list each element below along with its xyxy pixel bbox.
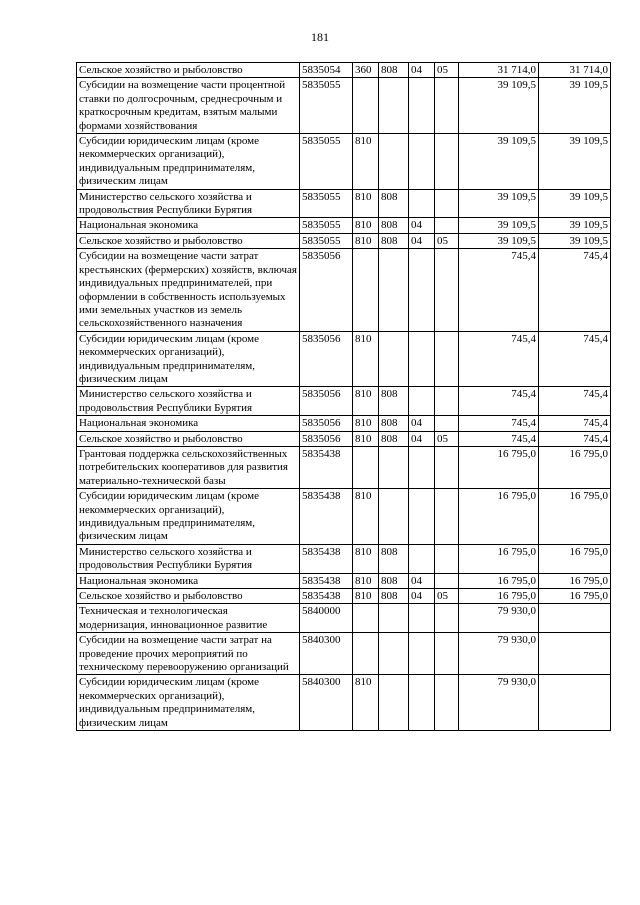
amount-year1-cell: 16 795,0: [459, 446, 539, 488]
table-row: [77, 604, 611, 633]
subsection-cell: [435, 416, 459, 431]
subsection-cell: [435, 249, 459, 331]
ministry-code-cell: [379, 604, 409, 633]
section-cell: 04: [409, 573, 435, 588]
expense-type-cell: [353, 633, 379, 675]
section-cell: [409, 675, 435, 731]
amount-year1-cell: 16 795,0: [459, 573, 539, 588]
target-code-cell: 5835056: [300, 387, 353, 416]
table-row: [77, 189, 611, 218]
table-row: [77, 233, 611, 248]
section-cell: [409, 604, 435, 633]
target-code-cell: 5840000: [300, 604, 353, 633]
amount-year2-cell: 39 109,5: [539, 233, 611, 248]
section-cell: [409, 249, 435, 331]
subsection-cell: 05: [435, 589, 459, 604]
amount-year2-cell: 39 109,5: [539, 78, 611, 134]
subsection-cell: [435, 489, 459, 545]
row-name-cell: Субсидии на возмещение части процентной ставки по долгосрочным, среднесрочным и краткосрочным кредитам, взятым малыми формами хозяйствования: [77, 78, 300, 134]
ministry-code-cell: [379, 633, 409, 675]
expense-type-cell: 810: [353, 489, 379, 545]
expense-type-cell: [353, 446, 379, 488]
section-cell: [409, 633, 435, 675]
subsection-cell: [435, 544, 459, 573]
amount-year2-cell: 745,4: [539, 416, 611, 431]
expense-type-cell: 810: [353, 416, 379, 431]
target-code-cell: 5835056: [300, 331, 353, 387]
amount-year2-cell: 39 109,5: [539, 218, 611, 233]
ministry-code-cell: [379, 675, 409, 731]
row-name-cell: Субсидии на возмещение части затрат на проведение прочих мероприятий по техническому перевооружению организаций: [77, 633, 300, 675]
row-name-cell: Национальная экономика: [77, 573, 300, 588]
target-code-cell: 5835055: [300, 78, 353, 134]
ministry-code-cell: 808: [379, 63, 409, 78]
expense-type-cell: 810: [353, 331, 379, 387]
row-name-cell: Министерство сельского хозяйства и продовольствия Республики Бурятия: [77, 387, 300, 416]
expense-type-cell: 810: [353, 134, 379, 190]
amount-year1-cell: 745,4: [459, 431, 539, 446]
ministry-code-cell: 808: [379, 589, 409, 604]
row-name-cell: Сельское хозяйство и рыболовство: [77, 589, 300, 604]
amount-year2-cell: 31 714,0: [539, 63, 611, 78]
amount-year1-cell: 79 930,0: [459, 675, 539, 731]
section-cell: [409, 489, 435, 545]
ministry-code-cell: [379, 446, 409, 488]
table-row: [77, 416, 611, 431]
section-cell: [409, 544, 435, 573]
amount-year2-cell: 745,4: [539, 331, 611, 387]
amount-year1-cell: 39 109,5: [459, 233, 539, 248]
subsection-cell: [435, 189, 459, 218]
amount-year1-cell: 79 930,0: [459, 633, 539, 675]
section-cell: 04: [409, 63, 435, 78]
section-cell: 04: [409, 431, 435, 446]
target-code-cell: 5835054: [300, 63, 353, 78]
row-name-cell: Сельское хозяйство и рыболовство: [77, 431, 300, 446]
ministry-code-cell: 808: [379, 544, 409, 573]
amount-year1-cell: 16 795,0: [459, 544, 539, 573]
expense-type-cell: 810: [353, 573, 379, 588]
subsection-cell: [435, 331, 459, 387]
target-code-cell: 5835438: [300, 573, 353, 588]
subsection-cell: [435, 675, 459, 731]
table-row: [77, 573, 611, 588]
budget-table: [76, 62, 611, 731]
subsection-cell: [435, 633, 459, 675]
amount-year2-cell: 16 795,0: [539, 573, 611, 588]
expense-type-cell: [353, 78, 379, 134]
section-cell: [409, 387, 435, 416]
amount-year1-cell: 39 109,5: [459, 218, 539, 233]
expense-type-cell: 810: [353, 387, 379, 416]
expense-type-cell: [353, 249, 379, 331]
ministry-code-cell: 808: [379, 218, 409, 233]
table-row: [77, 544, 611, 573]
ministry-code-cell: 808: [379, 573, 409, 588]
ministry-code-cell: [379, 134, 409, 190]
table-row: [77, 134, 611, 190]
target-code-cell: 5840300: [300, 633, 353, 675]
target-code-cell: 5835055: [300, 218, 353, 233]
amount-year1-cell: 39 109,5: [459, 189, 539, 218]
section-cell: [409, 78, 435, 134]
table-row: [77, 387, 611, 416]
table-row: [77, 633, 611, 675]
row-name-cell: Национальная экономика: [77, 218, 300, 233]
amount-year1-cell: 39 109,5: [459, 134, 539, 190]
row-name-cell: Сельское хозяйство и рыболовство: [77, 63, 300, 78]
row-name-cell: Субсидии юридическим лицам (кроме некоммерческих организаций), индивидуальным предпринимателям, физическим лицам: [77, 331, 300, 387]
ministry-code-cell: [379, 249, 409, 331]
row-name-cell: Субсидии юридическим лицам (кроме некоммерческих организаций), индивидуальным предпринимателям, физическим лицам: [77, 675, 300, 731]
table-row: [77, 589, 611, 604]
target-code-cell: 5835056: [300, 416, 353, 431]
section-cell: 04: [409, 218, 435, 233]
ministry-code-cell: [379, 489, 409, 545]
ministry-code-cell: 808: [379, 431, 409, 446]
amount-year2-cell: 745,4: [539, 249, 611, 331]
subsection-cell: [435, 387, 459, 416]
amount-year2-cell: 745,4: [539, 431, 611, 446]
expense-type-cell: 810: [353, 233, 379, 248]
subsection-cell: [435, 573, 459, 588]
expense-type-cell: 810: [353, 589, 379, 604]
amount-year1-cell: 745,4: [459, 416, 539, 431]
amount-year1-cell: 745,4: [459, 387, 539, 416]
expense-type-cell: 810: [353, 675, 379, 731]
table-row: [77, 63, 611, 78]
page-number: 181: [311, 30, 329, 44]
table-row: [77, 431, 611, 446]
subsection-cell: [435, 446, 459, 488]
target-code-cell: 5835438: [300, 589, 353, 604]
target-code-cell: 5835055: [300, 189, 353, 218]
amount-year2-cell: 16 795,0: [539, 446, 611, 488]
amount-year1-cell: 31 714,0: [459, 63, 539, 78]
subsection-cell: [435, 134, 459, 190]
expense-type-cell: 810: [353, 218, 379, 233]
amount-year2-cell: 39 109,5: [539, 189, 611, 218]
section-cell: [409, 134, 435, 190]
table-row: [77, 218, 611, 233]
ministry-code-cell: 808: [379, 233, 409, 248]
row-name-cell: Национальная экономика: [77, 416, 300, 431]
table-row: [77, 489, 611, 545]
subsection-cell: [435, 218, 459, 233]
subsection-cell: [435, 604, 459, 633]
table-row: [77, 331, 611, 387]
ministry-code-cell: 808: [379, 416, 409, 431]
amount-year2-cell: 745,4: [539, 387, 611, 416]
amount-year2-cell: 39 109,5: [539, 134, 611, 190]
target-code-cell: 5835055: [300, 134, 353, 190]
target-code-cell: 5835438: [300, 489, 353, 545]
amount-year2-cell: 16 795,0: [539, 589, 611, 604]
amount-year1-cell: 16 795,0: [459, 489, 539, 545]
amount-year2-cell: 16 795,0: [539, 489, 611, 545]
amount-year1-cell: 745,4: [459, 249, 539, 331]
amount-year2-cell: [539, 675, 611, 731]
section-cell: [409, 446, 435, 488]
amount-year1-cell: 16 795,0: [459, 589, 539, 604]
amount-year1-cell: 39 109,5: [459, 78, 539, 134]
amount-year2-cell: 16 795,0: [539, 544, 611, 573]
target-code-cell: 5835438: [300, 446, 353, 488]
row-name-cell: Министерство сельского хозяйства и продовольствия Республики Бурятия: [77, 544, 300, 573]
ministry-code-cell: [379, 78, 409, 134]
target-code-cell: 5835055: [300, 233, 353, 248]
target-code-cell: 5835056: [300, 249, 353, 331]
section-cell: 04: [409, 589, 435, 604]
ministry-code-cell: 808: [379, 189, 409, 218]
target-code-cell: 5835056: [300, 431, 353, 446]
budget-table-body: [77, 63, 611, 731]
row-name-cell: Сельское хозяйство и рыболовство: [77, 233, 300, 248]
ministry-code-cell: 808: [379, 387, 409, 416]
amount-year1-cell: 745,4: [459, 331, 539, 387]
expense-type-cell: 810: [353, 189, 379, 218]
amount-year2-cell: [539, 633, 611, 675]
target-code-cell: 5840300: [300, 675, 353, 731]
row-name-cell: Техническая и технологическая модернизация, инновационное развитие: [77, 604, 300, 633]
table-row: [77, 249, 611, 331]
ministry-code-cell: [379, 331, 409, 387]
table-row: [77, 78, 611, 134]
amount-year1-cell: 79 930,0: [459, 604, 539, 633]
row-name-cell: Субсидии юридическим лицам (кроме некоммерческих организаций), индивидуальным предпринимателям, физическим лицам: [77, 134, 300, 190]
subsection-cell: [435, 78, 459, 134]
section-cell: 04: [409, 233, 435, 248]
expense-type-cell: 360: [353, 63, 379, 78]
table-row: [77, 675, 611, 731]
expense-type-cell: [353, 604, 379, 633]
subsection-cell: 05: [435, 63, 459, 78]
subsection-cell: 05: [435, 431, 459, 446]
section-cell: [409, 189, 435, 218]
row-name-cell: Министерство сельского хозяйства и продовольствия Республики Бурятия: [77, 189, 300, 218]
row-name-cell: Субсидии юридическим лицам (кроме некоммерческих организаций), индивидуальным предпринимателям, физическим лицам: [77, 489, 300, 545]
section-cell: [409, 331, 435, 387]
subsection-cell: 05: [435, 233, 459, 248]
table-row: [77, 446, 611, 488]
section-cell: 04: [409, 416, 435, 431]
expense-type-cell: 810: [353, 544, 379, 573]
row-name-cell: Грантовая поддержка сельскохозяйственных потребительских кооперативов для развития материально-технической базы: [77, 446, 300, 488]
target-code-cell: 5835438: [300, 544, 353, 573]
expense-type-cell: 810: [353, 431, 379, 446]
row-name-cell: Субсидии на возмещение части затрат крестьянских (фермерских) хозяйств, включая индивидуальных предпринимателей, при оформлении в собственность используемых ими земельных участков из земель сельскохозяйственного назначения: [77, 249, 300, 331]
amount-year2-cell: [539, 604, 611, 633]
